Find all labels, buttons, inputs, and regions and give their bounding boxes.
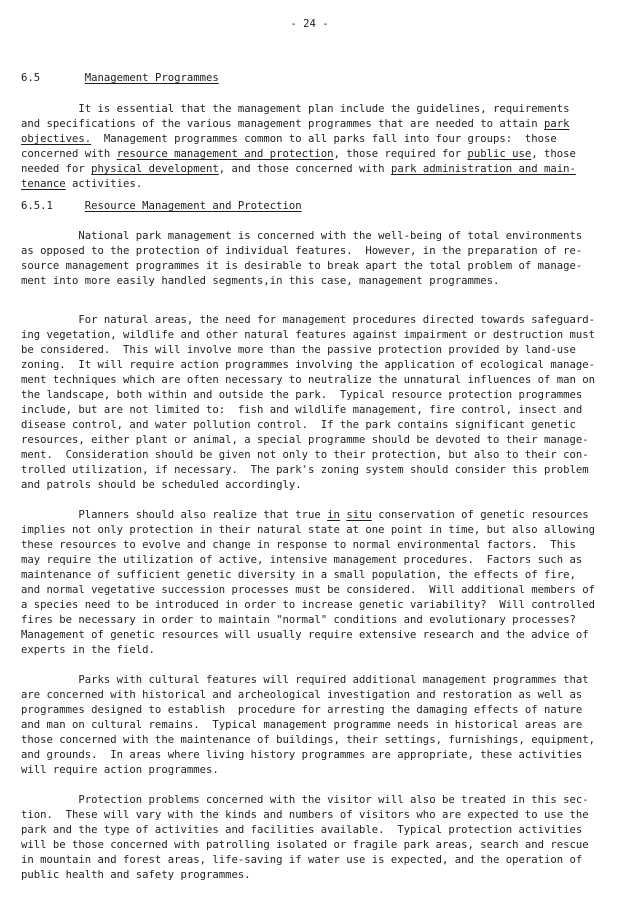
text-line xyxy=(21,628,589,643)
text-segment: concerned with xyxy=(21,148,117,160)
underlined-text: tenance xyxy=(21,178,66,190)
text-segment: ment into more easily handled segments,in this case, management programmes. xyxy=(21,275,500,287)
text-line xyxy=(21,229,582,244)
text-segment: Parks with cultural features will required additional management programmes that xyxy=(21,674,589,686)
text-segment: and normal vegetative succession processes must be considered. Will additional members of xyxy=(21,584,596,596)
text-segment: in mountain and forest areas, life-saving if water use is expected, and the operation of xyxy=(21,854,583,866)
text-segment: park and the type of activities and facilities available. Typical protection activities xyxy=(21,824,583,836)
text-line xyxy=(21,793,589,808)
text-segment: as opposed to the protection of individual features. However, in the preparation of re- xyxy=(21,245,583,257)
underlined-text: park xyxy=(544,118,570,130)
text-line xyxy=(21,448,589,463)
text-line xyxy=(21,853,582,868)
text-line xyxy=(21,403,582,418)
underlined-text: situ xyxy=(346,509,372,521)
underlined-text: Management Programmes xyxy=(84,72,219,84)
text-line xyxy=(21,538,576,553)
text-line xyxy=(21,117,570,132)
text-segment: , and those concerned with xyxy=(218,163,391,175)
text-segment: Protection problems concerned with the visitor will also be treated in this sec- xyxy=(21,794,589,806)
text-segment: and man on cultural remains. Typical management programme needs in historical areas are xyxy=(21,719,583,731)
text-segment: implies not only protection in their natural state at one point in time, but also allowing xyxy=(21,524,596,536)
text-line xyxy=(21,703,582,718)
text-line xyxy=(21,688,582,703)
text-line xyxy=(21,274,499,289)
text-segment: are concerned with historical and archeological investigation and restoration as well as xyxy=(21,689,583,701)
text-line xyxy=(21,508,589,523)
text-line xyxy=(21,868,251,883)
text-line xyxy=(21,433,589,448)
underlined-text: Resource Management and Protection xyxy=(84,200,302,212)
text-segment: resources, either plant or animal, a special programme should be devoted to their manage- xyxy=(21,434,589,446)
text-segment: these resources to evolve and change in response to normal environmental factors. This xyxy=(21,539,576,551)
text-segment: ing vegetation, wildlife and other natural features against impairment or destruction must xyxy=(21,329,596,341)
text-segment: National park management is concerned with the well-being of total environments xyxy=(21,230,583,242)
text-segment: will be those concerned with patrolling isolated or fragile park areas, search and rescue xyxy=(21,839,589,851)
text-segment: maintenance of sufficient genetic diversity in a small population, the effects of fire, xyxy=(21,569,576,581)
text-segment: , those xyxy=(531,148,576,160)
text-line xyxy=(21,102,570,117)
text-segment: It is essential that the management plan include the guidelines, requirements xyxy=(21,103,570,115)
text-segment: and grounds. In areas where living history programmes are appropriate, these activities xyxy=(21,749,583,761)
text-line xyxy=(21,343,576,358)
text-line xyxy=(21,328,595,343)
text-segment: Management programmes common to all parks fall into four groups: those xyxy=(91,133,557,145)
text-segment: and patrols should be scheduled accordingly. xyxy=(21,479,302,491)
text-segment: include, but are not limited to: fish and wildlife management, fire control, insect and xyxy=(21,404,583,416)
text-line xyxy=(21,358,595,373)
text-segment: activities. xyxy=(65,178,143,190)
text-line xyxy=(21,673,589,688)
text-segment: disease control, and water pollution control. If the park contains significant genetic xyxy=(21,419,576,431)
text-line xyxy=(21,823,582,838)
page-number: - 24 - xyxy=(290,18,329,30)
underlined-text: in xyxy=(327,509,340,521)
underlined-text: physical development xyxy=(91,163,219,175)
text-segment: trolled utilization, if necessary. The park's zoning system should consider this problem xyxy=(21,464,589,476)
text-line xyxy=(21,132,557,147)
text-line xyxy=(21,643,155,658)
text-line xyxy=(21,748,582,763)
text-line xyxy=(21,613,576,628)
text-line xyxy=(21,733,595,748)
text-segment: programmes designed to establish procedure for arresting the damaging effects of nature xyxy=(21,704,583,716)
underlined-text: objectives. xyxy=(21,133,92,145)
text-segment: will require action programmes. xyxy=(21,764,219,776)
text-segment: ment. Consideration should be given not only to their protection, but also to their con- xyxy=(21,449,589,461)
text-line xyxy=(21,718,582,733)
text-segment: conservation of genetic resources xyxy=(371,509,589,521)
text-line xyxy=(21,838,589,853)
text-segment: Planners should also realize that true xyxy=(21,509,328,521)
text-line xyxy=(21,244,582,259)
text-segment: fires be necessary in order to maintain "normal" conditions and evolutionary processes? xyxy=(21,614,576,626)
text-line xyxy=(21,523,595,538)
text-segment: 6.5 xyxy=(21,72,85,84)
text-segment: zoning. It will require action programmes involving the application of ecological manage- xyxy=(21,359,596,371)
text-line xyxy=(21,463,589,478)
text-line xyxy=(21,177,142,192)
text-line xyxy=(21,598,595,613)
text-line xyxy=(21,808,589,823)
text-line xyxy=(21,568,576,583)
text-line xyxy=(21,388,582,403)
text-segment: and specifications of the various management programmes that are needed to attain xyxy=(21,118,544,130)
text-line xyxy=(21,259,582,274)
text-segment: those concerned with the maintenance of buildings, their settings, furnishings, equipment, xyxy=(21,734,596,746)
text-segment: For natural areas, the need for management procedures directed towards safeguard- xyxy=(21,314,596,326)
text-segment: experts in the field. xyxy=(21,644,155,656)
text-segment: tion. These will vary with the kinds and numbers of visitors who are expected to use the xyxy=(21,809,589,821)
text-segment: 6.5.1 xyxy=(21,200,85,212)
text-segment: be considered. This will involve more than the passive protection provided by land-use xyxy=(21,344,576,356)
underlined-text: resource management and protection xyxy=(116,148,334,160)
text-line xyxy=(21,553,582,568)
text-segment: the landscape, both within and outside the park. Typical resource protection programmes xyxy=(21,389,583,401)
text-segment: may require the utilization of active, intensive management procedures. Factors such as xyxy=(21,554,583,566)
text-segment: source management programmes it is desirable to break apart the total problem of manage- xyxy=(21,260,583,272)
text-line xyxy=(21,478,302,493)
text-segment: ment techniques which are often necessary to neutralize the unnatural influences of man on xyxy=(21,374,596,386)
text-segment: Management of genetic resources will usually require extensive research and the advice of xyxy=(21,629,589,641)
underlined-text: park administration and main- xyxy=(390,163,576,175)
text-segment: a species need to be introduced in order to increase genetic variability? Will controlled xyxy=(21,599,596,611)
underlined-text: public use xyxy=(467,148,532,160)
text-line xyxy=(21,763,219,778)
text-segment: needed for xyxy=(21,163,92,175)
text-line xyxy=(21,373,595,388)
text-line xyxy=(21,583,595,598)
text-line xyxy=(21,162,576,177)
text-line xyxy=(21,199,302,214)
text-line xyxy=(21,71,219,86)
text-line xyxy=(21,313,595,328)
text-line xyxy=(21,418,576,433)
text-segment: public health and safety programmes. xyxy=(21,869,251,881)
text-line xyxy=(21,147,576,162)
text-segment: , those required for xyxy=(333,148,468,160)
